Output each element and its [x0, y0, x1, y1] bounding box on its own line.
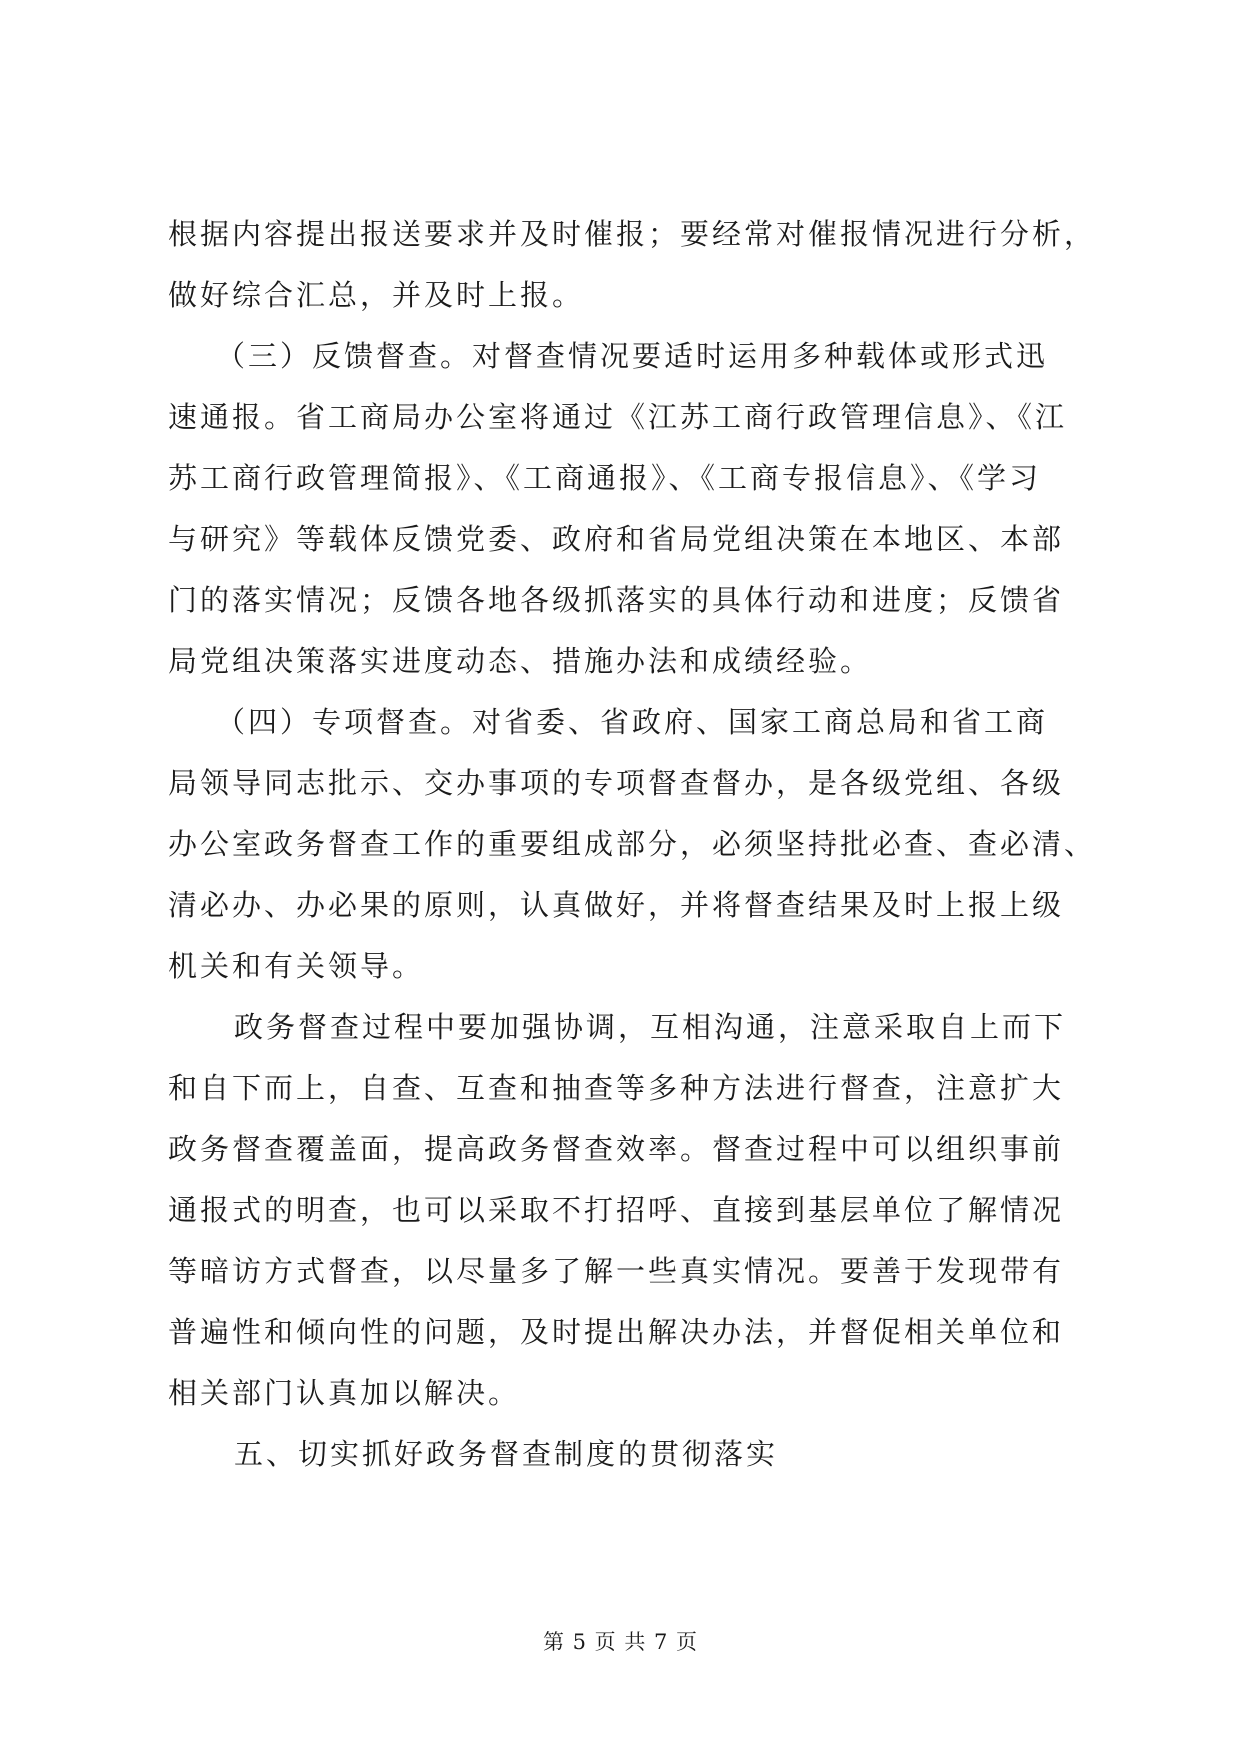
text-line: （四）专项督查。对省委、省政府、国家工商总局和省工商	[216, 705, 1049, 739]
section-heading	[168, 1424, 1128, 1485]
text-line: 等暗访方式督查，以尽量多了解一些真实情况。要善于发现带有	[168, 1254, 1065, 1288]
text-line: 普遍性和倾向性的问题，及时提出解决办法，并督促相关单位和	[168, 1315, 1065, 1349]
text-line: 五、切实抓好政务督查制度的贯彻落实	[234, 1437, 779, 1471]
text-line: 局党组决策落实进度动态、措施办法和成绩经验。	[168, 644, 873, 678]
text-line: 机关和有关领导。	[168, 949, 425, 983]
text-line: （三）反馈督查。对督查情况要适时运用多种载体或形式迅	[216, 339, 1049, 373]
text-line: 通报式的明查，也可以采取不打招呼、直接到基层单位了解情况	[168, 1193, 1065, 1227]
document-body	[168, 204, 1128, 1485]
paragraph-special-inspection	[168, 692, 1128, 997]
text-line: 和自下而上，自查、互查和抽查等多种方法进行督查，注意扩大	[168, 1071, 1065, 1105]
text-line: 苏工商行政管理简报》、《工商通报》、《工商专报信息》、《学习	[168, 461, 1042, 495]
text-line: 做好综合汇总，并及时上报。	[168, 278, 585, 312]
page-number-footer: 第 5 页 共 7 页	[542, 1630, 699, 1654]
text-line: 根据内容提出报送要求并及时催报；要经常对催报情况进行分析，	[168, 217, 1097, 251]
paragraph-inspection-process	[168, 997, 1128, 1424]
paragraph-feedback-inspection	[168, 326, 1128, 692]
text-line: 局领导同志批示、交办事项的专项督查督办，是各级党组、各级	[168, 766, 1065, 800]
text-line: 门的落实情况；反馈各地各级抓落实的具体行动和进度；反馈省	[168, 583, 1065, 617]
text-line: 速通报。省工商局办公室将通过《江苏工商行政管理信息》、《江	[168, 400, 1068, 434]
text-line: 政务督查过程中要加强协调，互相沟通，注意采取自上而下	[234, 1010, 1067, 1044]
text-line: 相关部门认真加以解决。	[168, 1376, 521, 1410]
text-line: 清必办、办必果的原则，认真做好，并将督查结果及时上报上级	[168, 888, 1065, 922]
text-line: 办公室政务督查工作的重要组成部分，必须坚持批必查、查必清、	[168, 827, 1097, 861]
paragraph-continuation	[168, 204, 1128, 326]
text-line: 与研究》等载体反馈党委、政府和省局党组决策在本地区、本部	[168, 522, 1065, 556]
text-line: 政务督查覆盖面，提高政务督查效率。督查过程中可以组织事前	[168, 1132, 1065, 1166]
